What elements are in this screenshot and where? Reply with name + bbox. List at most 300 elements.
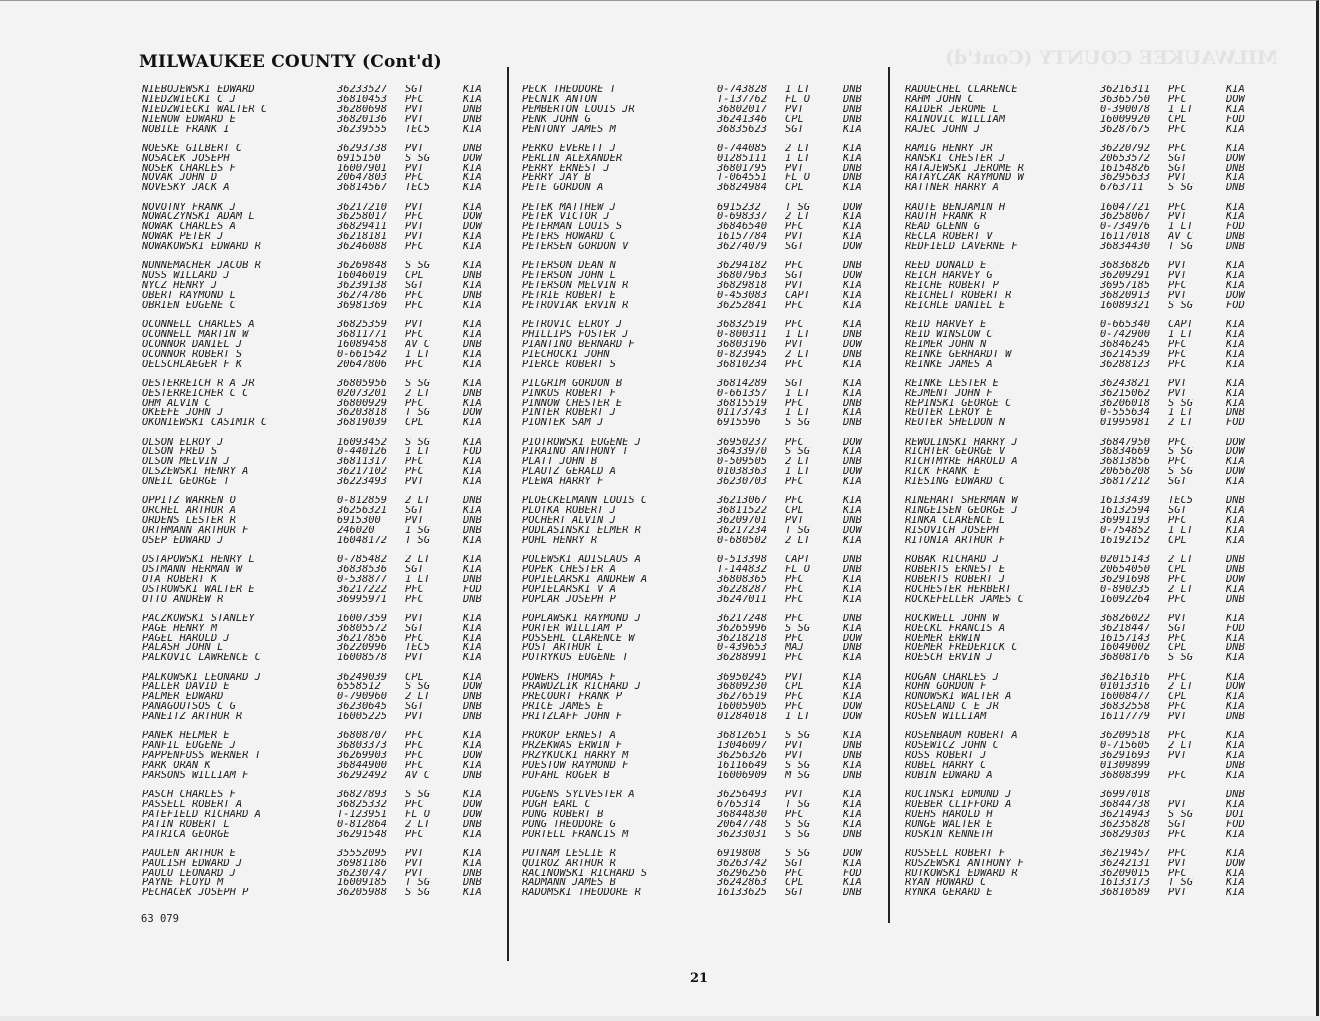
entry-group <box>142 261 499 310</box>
entry-rank: PFC <box>405 290 424 301</box>
entry-status: DNB <box>843 261 862 272</box>
entry-serial-number: 36233527 <box>337 85 388 95</box>
roster-entry <box>905 408 1262 418</box>
entry-status: DOW <box>843 437 862 448</box>
roster-entry <box>522 320 879 330</box>
roster-entry <box>142 125 499 135</box>
entry-status: KIA <box>1226 104 1245 115</box>
entry-rank: PFC <box>405 300 424 311</box>
entry-serial-number: 36808365 <box>717 574 768 585</box>
entry-status: DNB <box>843 829 862 840</box>
roster-entry <box>905 614 1262 624</box>
entry-status: DNB <box>463 516 482 526</box>
entry-name: PERKO EVERETT J <box>522 143 616 154</box>
roster-entry <box>522 859 879 869</box>
roster-entry <box>905 242 1262 252</box>
entry-group <box>905 320 1262 369</box>
entry-serial-number: 16157784 <box>717 232 768 243</box>
entry-status: KIA <box>1226 799 1245 810</box>
entry-status: DOW <box>463 212 482 223</box>
entry-serial-number: 01284018 <box>717 712 768 722</box>
entry-serial-number: 16116649 <box>717 760 768 771</box>
entry-status: KIA <box>1226 731 1245 742</box>
entry-rank: PFC <box>785 633 804 644</box>
entry-rank: CAPT <box>785 290 811 301</box>
entry-name: REICHLE DANIEL E <box>905 300 1006 311</box>
entry-rank: 2 LT <box>1168 741 1194 752</box>
entry-serial-number: 36216311 <box>1100 85 1151 95</box>
entry-serial-number: 16157143 <box>1100 633 1151 644</box>
roster-entry <box>522 614 879 624</box>
entry-rank: 2 LT <box>785 457 811 468</box>
entry-rank: PFC <box>785 692 804 703</box>
roster-entry <box>905 232 1262 242</box>
entry-rank: TEC5 <box>405 643 431 654</box>
entry-serial-number: 01995981 <box>1100 418 1151 429</box>
entry-status: KIA <box>463 378 482 389</box>
entry-name: PUNG THEODORE G <box>522 819 616 830</box>
roster-entry <box>905 144 1262 154</box>
entry-serial-number: 16049002 <box>1100 643 1151 654</box>
roster-entry <box>905 271 1262 281</box>
entry-serial-number: 01173743 <box>717 408 768 419</box>
entry-serial-number: 246020 <box>337 525 375 536</box>
entry-group <box>142 85 499 134</box>
entry-serial-number: 16009920 <box>1100 114 1151 125</box>
entry-status: KIA <box>463 731 482 742</box>
entry-group <box>142 379 499 428</box>
entry-serial-number: 36365750 <box>1100 94 1151 105</box>
entry-serial-number: 36218447 <box>1100 623 1151 634</box>
entry-rank: SGT <box>1168 163 1187 174</box>
entry-rank: PVT <box>785 741 804 752</box>
entry-serial-number: 36215062 <box>1100 388 1151 399</box>
entry-name: OCONNOR DANIEL J <box>142 339 243 350</box>
entry-status: DNB <box>1226 564 1245 575</box>
entry-name: POPIELARSKI ANDREW A <box>522 574 648 585</box>
entry-serial-number: 16132594 <box>1100 506 1151 517</box>
entry-name: RYNKA GERARD E <box>905 888 993 899</box>
entry-group <box>142 790 499 839</box>
entry-serial-number: 36209015 <box>1100 868 1151 879</box>
roster-entry <box>905 379 1262 389</box>
entry-name: PERRY ERNEST J <box>522 163 610 174</box>
entry-serial-number: 36814567 <box>337 183 388 194</box>
entry-group <box>522 673 879 722</box>
entry-rank: CPL <box>405 418 424 429</box>
entry-status: DNB <box>843 888 862 899</box>
roster-entry <box>522 350 879 360</box>
entry-serial-number: 36981186 <box>337 858 388 869</box>
entry-serial-number: 36981369 <box>337 300 388 311</box>
entry-rank: FL O <box>785 173 811 184</box>
entry-status: DNB <box>843 751 862 761</box>
entry-serial-number: 36832519 <box>717 320 768 330</box>
entry-status: FOD <box>1226 819 1245 830</box>
entry-name: NOWAK CHARLES A <box>142 222 236 233</box>
entry-name: ROECKL FRANCIS A <box>905 623 1006 634</box>
entry-status: KIA <box>1226 173 1245 184</box>
entry-serial-number: 36846245 <box>1100 339 1151 350</box>
entry-serial-number: 36826022 <box>1100 613 1151 624</box>
entry-status: KIA <box>1226 349 1245 360</box>
roster-entry <box>142 555 499 565</box>
entry-serial-number: 36847950 <box>1100 437 1151 448</box>
entry-rank: CPL <box>1168 643 1187 654</box>
entry-name: ROBAK RICHARD J <box>905 555 999 565</box>
entry-name: ROSEWICZ JOHN C <box>905 741 999 752</box>
entry-status: KIA <box>463 564 482 575</box>
roster-entry <box>905 575 1262 585</box>
entry-serial-number: 16009185 <box>337 878 388 889</box>
entry-serial-number: T-144832 <box>717 564 768 575</box>
entry-name: RITONIA ARTHUR F <box>905 535 1006 546</box>
entry-name: REINKE LESTER E <box>905 378 999 389</box>
entry-serial-number: 36274079 <box>717 242 768 252</box>
entry-serial-number: 36214943 <box>1100 809 1151 820</box>
entry-serial-number: 16008578 <box>337 653 388 664</box>
entry-rank: PFC <box>785 261 804 272</box>
roster-entry <box>522 595 879 605</box>
roster-entry <box>522 408 879 418</box>
roster-entry <box>522 575 879 585</box>
entry-status: FOD <box>843 868 862 879</box>
roster-entry <box>522 555 879 565</box>
roster-entry <box>905 95 1262 105</box>
entry-serial-number: 36838536 <box>337 564 388 575</box>
entry-status: DNB <box>463 388 482 399</box>
entry-name: REID WINSLOW C <box>905 329 993 340</box>
entry-serial-number: 16117018 <box>1100 232 1151 243</box>
entry-rank: T SG <box>785 799 811 810</box>
entry-rank: PVT <box>785 163 804 174</box>
entry-serial-number: 36269848 <box>337 261 388 272</box>
entry-rank: 1 LT <box>785 329 811 340</box>
entry-name: REJMENT JOHN F <box>905 388 993 399</box>
entry-group <box>905 203 1262 252</box>
entry-status: KIA <box>463 623 482 634</box>
entry-serial-number: 36291693 <box>1100 751 1151 761</box>
entry-serial-number: 36203818 <box>337 408 388 419</box>
entry-rank: PVT <box>405 858 424 869</box>
entry-name: PRECOURT FRANK P <box>522 692 623 703</box>
entry-status: DNB <box>1226 712 1245 722</box>
entry-rank: PFC <box>405 212 424 223</box>
entry-status: DNB <box>1226 242 1245 252</box>
entry-status: KIA <box>843 799 862 810</box>
roster-entry <box>142 761 499 771</box>
entry-status: DNB <box>843 643 862 654</box>
entry-name: PECHACEK JOSEPH P <box>142 888 249 899</box>
entry-rank: SGT <box>405 85 424 95</box>
entry-status: KIA <box>843 594 862 605</box>
entry-status: KIA <box>1226 888 1245 899</box>
entry-status: DOW <box>1226 153 1245 164</box>
entry-status: DNB <box>843 94 862 105</box>
roster-entry <box>522 438 879 448</box>
entry-status: DOW <box>1226 437 1245 448</box>
entry-serial-number: 16092264 <box>1100 594 1151 605</box>
roster-entry <box>142 712 499 722</box>
entry-serial-number: 02073201 <box>337 388 388 399</box>
entry-rank: PVT <box>405 516 424 526</box>
entry-serial-number: 36230645 <box>337 702 388 713</box>
entry-name: ROSENBAUM ROBERT A <box>905 731 1018 742</box>
roster-entry <box>522 467 879 477</box>
roster-entry <box>142 418 499 428</box>
entry-rank: PVT <box>1168 388 1187 399</box>
entry-rank: PVT <box>405 232 424 243</box>
entry-serial-number: 36825359 <box>337 320 388 330</box>
entry-group <box>905 261 1262 310</box>
entry-status: KIA <box>843 320 862 330</box>
entry-serial-number: 36239138 <box>337 281 388 291</box>
roster-entry <box>142 173 499 183</box>
entry-name: PRZEKWAS ERWIN F <box>522 741 623 752</box>
entry-status: FOD <box>1226 300 1245 311</box>
roster-entry <box>522 516 879 526</box>
entry-status: DOW <box>843 525 862 536</box>
entry-serial-number: 36218181 <box>337 232 388 243</box>
roster-entry <box>905 800 1262 810</box>
entry-rank: PVT <box>405 320 424 330</box>
entry-name: PENK JOHN G <box>522 114 591 125</box>
entry-status: KIA <box>463 848 482 859</box>
entry-name: OLSON MELVIN J <box>142 457 230 468</box>
entry-status: DNB <box>1226 183 1245 194</box>
entry-group <box>142 203 499 252</box>
entry-serial-number: 0-715605 <box>1100 741 1151 752</box>
roster-entry <box>905 771 1262 781</box>
roster-entry <box>142 183 499 193</box>
entry-status: FOD <box>463 584 482 595</box>
entry-rank: SGT <box>1168 819 1187 830</box>
roster-entry <box>522 291 879 301</box>
entry-name: PUGENS SYLVESTER A <box>522 790 635 800</box>
entry-rank: PFC <box>405 359 424 370</box>
entry-status: KIA <box>1226 271 1245 282</box>
column-divider-right <box>888 67 890 923</box>
entry-name: NOVOTNY FRANK J <box>142 202 236 213</box>
entry-serial-number: 36213067 <box>717 496 768 507</box>
roster-entry <box>522 301 879 311</box>
entry-group <box>522 790 879 839</box>
entry-serial-number: 36288991 <box>717 653 768 664</box>
entry-status: KIA <box>463 477 482 487</box>
entry-serial-number: 36810453 <box>337 94 388 105</box>
entry-serial-number: 16008477 <box>1100 692 1151 703</box>
entry-serial-number: 20654050 <box>1100 564 1151 575</box>
entry-rank: 2 LT <box>1168 555 1194 565</box>
entry-rank: SGT <box>405 702 424 713</box>
roster-entry <box>522 203 879 213</box>
entry-status: DNB <box>463 868 482 879</box>
entry-name: ORTHMANN ARTHUR F <box>142 525 249 536</box>
entry-status: KIA <box>1226 124 1245 135</box>
entry-rank: PFC <box>405 242 424 252</box>
entry-rank: PFC <box>1168 770 1187 781</box>
entry-serial-number: 0-812859 <box>337 496 388 507</box>
entry-serial-number: 36258017 <box>337 212 388 223</box>
entry-rank: SGT <box>785 858 804 869</box>
entry-name: PINNOW CHESTER E <box>522 398 623 409</box>
roster-entry <box>522 379 879 389</box>
entry-name: PIERCE ROBERT S <box>522 359 616 370</box>
entry-serial-number: 36827893 <box>337 790 388 800</box>
entry-rank: 1 LT <box>1168 329 1194 340</box>
roster-entry <box>142 692 499 702</box>
roster-entry <box>905 173 1262 183</box>
entry-status: DNB <box>843 770 862 781</box>
entry-status: KIA <box>843 388 862 399</box>
entry-rank: S SG <box>1168 653 1194 664</box>
entry-group <box>142 731 499 780</box>
roster-entry <box>142 271 499 281</box>
roster-entry <box>142 379 499 389</box>
entry-name: PAULEN ARTHUR E <box>142 848 236 859</box>
entry-rank: SGT <box>1168 623 1187 634</box>
roster-entry <box>905 183 1262 193</box>
entry-status: DNB <box>1226 760 1245 771</box>
entry-serial-number: 16048172 <box>337 535 388 546</box>
entry-rank: S SG <box>785 819 811 830</box>
roster-entry <box>142 291 499 301</box>
entry-status: DOW <box>1226 94 1245 105</box>
entry-status: KIA <box>463 672 482 683</box>
roster-entry <box>142 360 499 370</box>
roster-entry <box>142 830 499 840</box>
roster-entry <box>905 340 1262 350</box>
entry-rank: PFC <box>1168 702 1187 713</box>
entry-rank: PFC <box>1168 281 1187 291</box>
entry-serial-number: 01309899 <box>1100 760 1151 771</box>
roster-entry <box>142 702 499 712</box>
entry-name: OTA ROBERT K <box>142 574 218 585</box>
entry-serial-number: 0-812864 <box>337 819 388 830</box>
entry-name: NIEBOJEWSKI EDWARD <box>142 85 255 95</box>
entry-rank: PFC <box>785 496 804 507</box>
entry-status: DOW <box>463 751 482 761</box>
entry-name: ROCKWELL JOHN W <box>905 613 999 624</box>
entry-name: OESTERREICH R A JR <box>142 378 255 389</box>
entry-serial-number: 36293738 <box>337 143 388 154</box>
roster-entry <box>905 830 1262 840</box>
roster-entry <box>522 418 879 428</box>
entry-serial-number: 36206018 <box>1100 398 1151 409</box>
roster-entry <box>905 555 1262 565</box>
entry-name: PANEK HELMER E <box>142 731 230 742</box>
entry-serial-number: 36802017 <box>717 104 768 115</box>
roster-entry <box>905 399 1262 409</box>
entry-group <box>905 496 1262 545</box>
entry-name: POLEWSKI ADISLAUS A <box>522 555 641 565</box>
entry-serial-number: 36991193 <box>1100 516 1151 526</box>
entry-rank: PFC <box>405 584 424 595</box>
entry-name: RUBEL HARRY C <box>905 760 987 771</box>
entry-serial-number: 36801795 <box>717 163 768 174</box>
roster-entry <box>522 496 879 506</box>
roster-entry <box>905 222 1262 232</box>
roster-entry <box>905 438 1262 448</box>
entry-serial-number: 6915300 <box>337 516 381 526</box>
roster-entry <box>905 467 1262 477</box>
entry-name: PHILLIPS FOSTER J <box>522 329 629 340</box>
entry-rank: CAPT <box>785 555 811 565</box>
entry-group <box>522 85 879 134</box>
roster-entry <box>522 731 879 741</box>
entry-rank: PFC <box>1168 94 1187 105</box>
entry-name: RUSSELL ROBERT F <box>905 848 1006 859</box>
entry-group <box>142 320 499 369</box>
entry-group <box>522 320 879 369</box>
entry-name: ROCHESTER HERBERT <box>905 584 1012 595</box>
entry-rank: AV C <box>405 339 431 350</box>
roster-entry <box>905 154 1262 164</box>
entry-serial-number: 36834669 <box>1100 447 1151 458</box>
entry-serial-number: 6919808 <box>717 848 761 859</box>
entry-rank: PVT <box>405 868 424 879</box>
entry-group <box>522 731 879 780</box>
entry-name: QUIROZ ARTHUR R <box>522 858 616 869</box>
roster-entry <box>522 360 879 370</box>
entry-name: OLSON FRED S <box>142 447 218 458</box>
entry-status: KIA <box>1226 770 1245 781</box>
entry-serial-number: 36209701 <box>717 516 768 526</box>
roster-entry <box>522 389 879 399</box>
entry-status: KIA <box>463 173 482 184</box>
entry-status: KIA <box>463 555 482 565</box>
entry-name: OSTROWSKI WALTER E <box>142 584 255 595</box>
entry-serial-number: 16005225 <box>337 712 388 722</box>
entry-rank: PVT <box>1168 378 1187 389</box>
entry-serial-number: 36252841 <box>717 300 768 311</box>
entry-status: KIA <box>1226 829 1245 840</box>
entry-serial-number: 36995971 <box>337 594 388 605</box>
entry-name: ROESCH ERVIN J <box>905 653 993 664</box>
entry-status: DNB <box>1226 232 1245 243</box>
roster-entry <box>142 682 499 692</box>
roster-entry <box>522 673 879 683</box>
entry-rank: PFC <box>405 398 424 409</box>
entry-group <box>142 849 499 898</box>
entry-name: PAYNE FLOYD M <box>142 878 224 889</box>
entry-status: KIA <box>843 496 862 507</box>
entry-status: DNB <box>463 878 482 889</box>
entry-serial-number: 0-754852 <box>1100 525 1151 536</box>
entry-status: KIA <box>463 85 482 95</box>
entry-name: REID HARVEY E <box>905 320 987 330</box>
roster-entry <box>905 595 1262 605</box>
entry-name: PLAUTZ GERALD A <box>522 467 616 478</box>
entry-name: OPPITZ WARREN O <box>142 496 236 507</box>
entry-serial-number: 6915596 <box>717 418 761 429</box>
entry-rank: PFC <box>785 300 804 311</box>
entry-serial-number: 36217234 <box>717 525 768 536</box>
entry-rank: PVT <box>785 516 804 526</box>
entry-name: PETRIE ROBERT E <box>522 290 616 301</box>
entry-rank: FL O <box>785 564 811 575</box>
entry-status: KIA <box>1226 584 1245 595</box>
entry-status: KIA <box>1226 378 1245 389</box>
roster-entry <box>905 731 1262 741</box>
entry-rank: PFC <box>1168 437 1187 448</box>
entry-name: PLOTKA ROBERT J <box>522 506 616 517</box>
entry-rank: 2 LT <box>405 496 431 507</box>
entry-serial-number: 36997018 <box>1100 790 1151 800</box>
roster-entry <box>905 291 1262 301</box>
entry-rank: S SG <box>405 261 431 272</box>
entry-rank: T SG <box>1168 242 1194 252</box>
